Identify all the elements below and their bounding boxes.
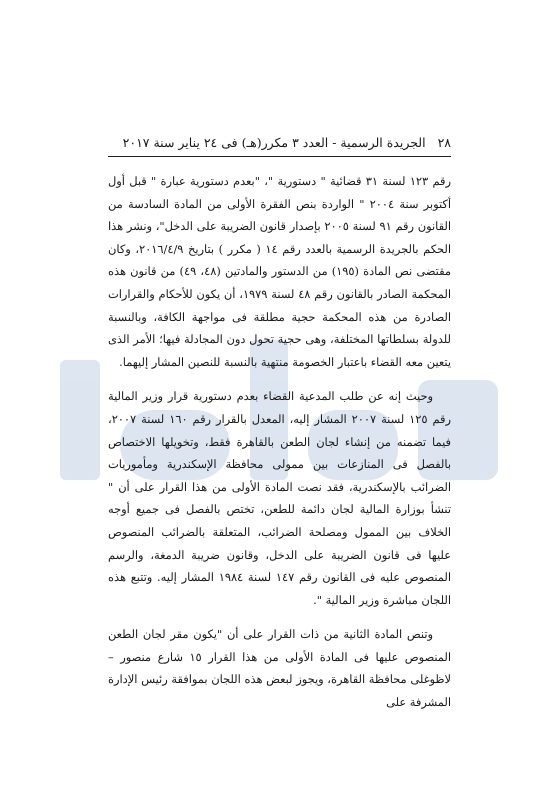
paragraph: وحيث إنه عن طلب المدعية القضاء بعدم دستورية قرار وزير المالية رقم ١٢٥ لسنة ٢٠٠٧ المشار إليه، المعدل بالقرار رقم ١٦٠ لسنة ٢٠٠٧، فيما تضمنه من إنشاء لجان الطعن بالقاهرة فقط، وتخويلها الاختصاص بالفصل فى المنازعات بين ممولى محافظة الإسكندرية ومأموريات الضرائب بالإسكندرية، فقد نصت المادة الأولى من هذا القرار على أن " تنشأ بوزارة المالية لجان دائمة للطعن، تختص بالفصل فى جميع أوجه الخلاف بين الممول ومصلحة الضرائب، المتعلقة بالضرائب المنصوص عليها فى قانون الضريبة على الدخل، وقانون ضريبة الدمغة، والرسم المنصوص عليه فى القانون رقم ١٤٧ لسنة ١٩٨٤ المشار إليه. وتتبع هذه اللجان مباشرة وزير المالية ". bbox=[108, 389, 451, 607]
paragraph: رقم ١٢٣ لسنة ٣١ قضائية " دستورية "، "بعدم دستورية عبارة " قبل أول أكتوبر سنة ٢٠٠٤ " الواردة بنص الفقرة الأولى من المادة السادسة من القانون رقم ٩١ لسنة ٢٠٠٥ بإصدار قانون الضريبة على الدخل"، ونشر هذا الحكم بالجريدة الرسمية بالعدد رقم ١٤ ( مكرر ) بتاريخ ٢٠١٦/٤/٩، وكان مقتضى نص المادة (١٩٥) من الدستور والمادتين (٤٨، ٤٩) من قانون هذه المحكمة الصادر بالقانون رقم ٤٨ لسنة ١٩٧٩، أن يكون للأحكام والقرارات الصادرة من هذه المحكمة حجية مطلقة فى مواجهة الكافة، وبالنسبة للدولة بسلطاتها المختلفة، وهى حجية تحول دون المجادلة فيها؛ الأمر الذى يتعين معه القضاء باعتبار الخصومة منتهية بالنسبة للنصين المشار إليهما. bbox=[108, 174, 452, 369]
paragraph: وتنص المادة الثانية من ذات القرار على أن "يكون مقر لجان الطعن المنصوص عليها فى المادة الأولى من هذا القرار ١٥ شارع منصور – لاظوغلى محافظة القاهرة، ويجوز لبعض هذه اللجان بموافقة رئيس الإدارة المشرفة على bbox=[108, 627, 452, 710]
page-header bbox=[108, 134, 451, 157]
document-body bbox=[108, 170, 451, 726]
gazette-title: الجريدة الرسمية - العدد ٣ مكرر(هـ) فى ٢٤ يناير سنة ٢٠١٧ bbox=[122, 135, 426, 150]
page-number: ٢٨ bbox=[437, 135, 451, 150]
